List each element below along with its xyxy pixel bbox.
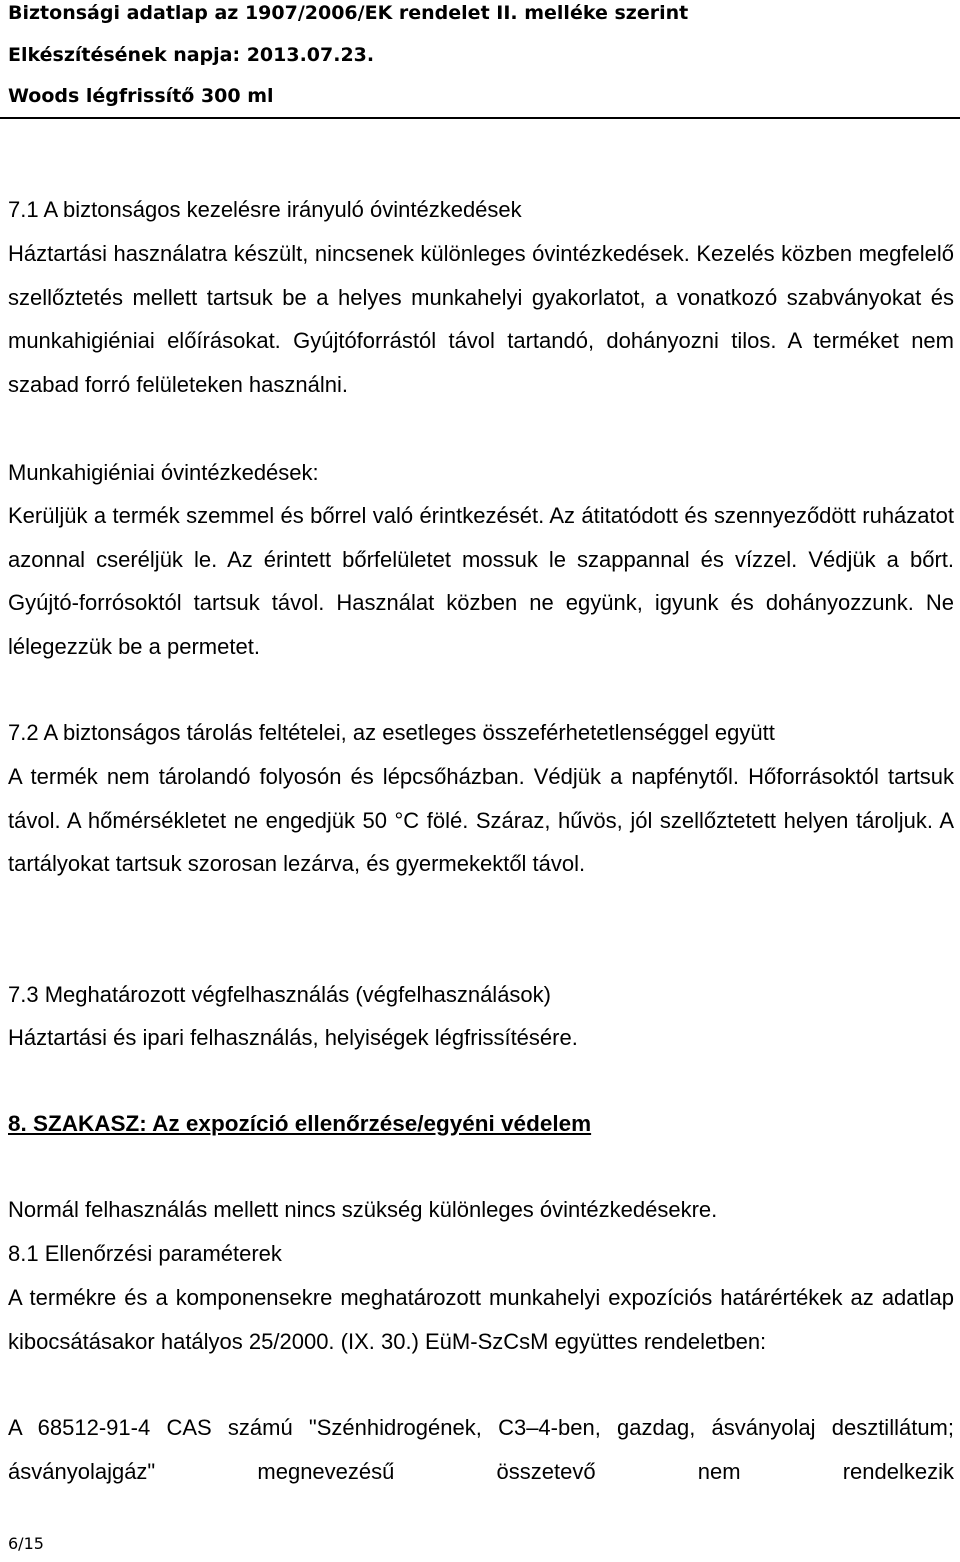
section-8-1-cas-paragraph: A 68512-91-4 CAS számú "Szénhidrogének, C3–4-ben, gazdag, ásványolaj desztillátum; ásványolajgáz" megnevezésű összetevő nem rendelkezik — [8, 1415, 954, 1484]
section-7-3-paragraph: Háztartási és ipari felhasználás, helyiségek légfrissítésére. — [8, 1025, 578, 1050]
section-7-1-title: 7.1 A biztonságos kezelésre irányuló óvintézkedések — [8, 197, 522, 222]
section-8-1-paragraph: A termékre és a komponensekre meghatározott munkahelyi expozíciós határértékek az adatlap kibocsátásakor hatályos 25/2000. (IX. 30.) EüM-SzCsM együttes rendeletben: — [8, 1285, 954, 1354]
section-8-intro: Normál felhasználás mellett nincs szükség különleges óvintézkedésekre. — [8, 1197, 718, 1222]
header-divider — [0, 117, 960, 119]
hygiene-title: Munkahigiéniai óvintézkedések: — [8, 460, 319, 485]
hygiene-paragraph: Kerüljük a termék szemmel és bőrrel való érintkezését. Az átitatódott és szennyeződött ruházatot azonnal cseréljük le. Az érintett bőrfelületet mossuk le szappannal és vízzel. Védjük a bőrt. Gyújtó-forrósoktól tartsuk távol. Használat közben ne együnk, igyunk és dohányozzunk. Ne lélegezzük be a permetet. — [8, 503, 954, 659]
section-8-heading: 8. SZAKASZ: Az expozíció ellenőrzése/egyéni védelem — [8, 1111, 592, 1136]
section-7-2-title: 7.2 A biztonságos tárolás feltételei, az esetleges összeférhetetlenséggel együtt — [8, 720, 775, 745]
document-header-title: Biztonsági adatlap az 1907/2006/EK rendelet II. melléke szerint — [8, 2, 689, 24]
section-7-3-title: 7.3 Meghatározott végfelhasználás (végfelhasználások) — [8, 982, 551, 1007]
section-7-2-paragraph: A termék nem tárolandó folyosón és lépcsőházban. Védjük a napfénytől. Hőforrásoktól tartsuk távol. A hőmérsékletet ne engedjük 50 °C fölé. Száraz, hűvös, jól szellőztetett helyen tároljuk. A tartályokat tartsuk szorosan lezárva, és gyermekektől távol. — [8, 764, 954, 877]
section-8-1-title: 8.1 Ellenőrzési paraméterek — [8, 1241, 282, 1266]
document-header-product: Woods légfrissítő 300 ml — [8, 85, 274, 107]
section-7-1-paragraph: Háztartási használatra készült, nincsenek különleges óvintézkedések. Kezelés közben megfelelő szellőztetés mellett tartsuk be a helyes munkahelyi gyakorlatot, a vonatkozó szabványokat és munkahigiéniai előírásokat. Gyújtóforrástól távol tartandó, dohányozni tilos. A terméket nem szabad forró felületeken használni. — [8, 241, 954, 397]
document-header-date: Elkészítésének napja: 2013.07.23. — [8, 44, 375, 66]
page-number: 6/15 — [8, 1534, 44, 1553]
